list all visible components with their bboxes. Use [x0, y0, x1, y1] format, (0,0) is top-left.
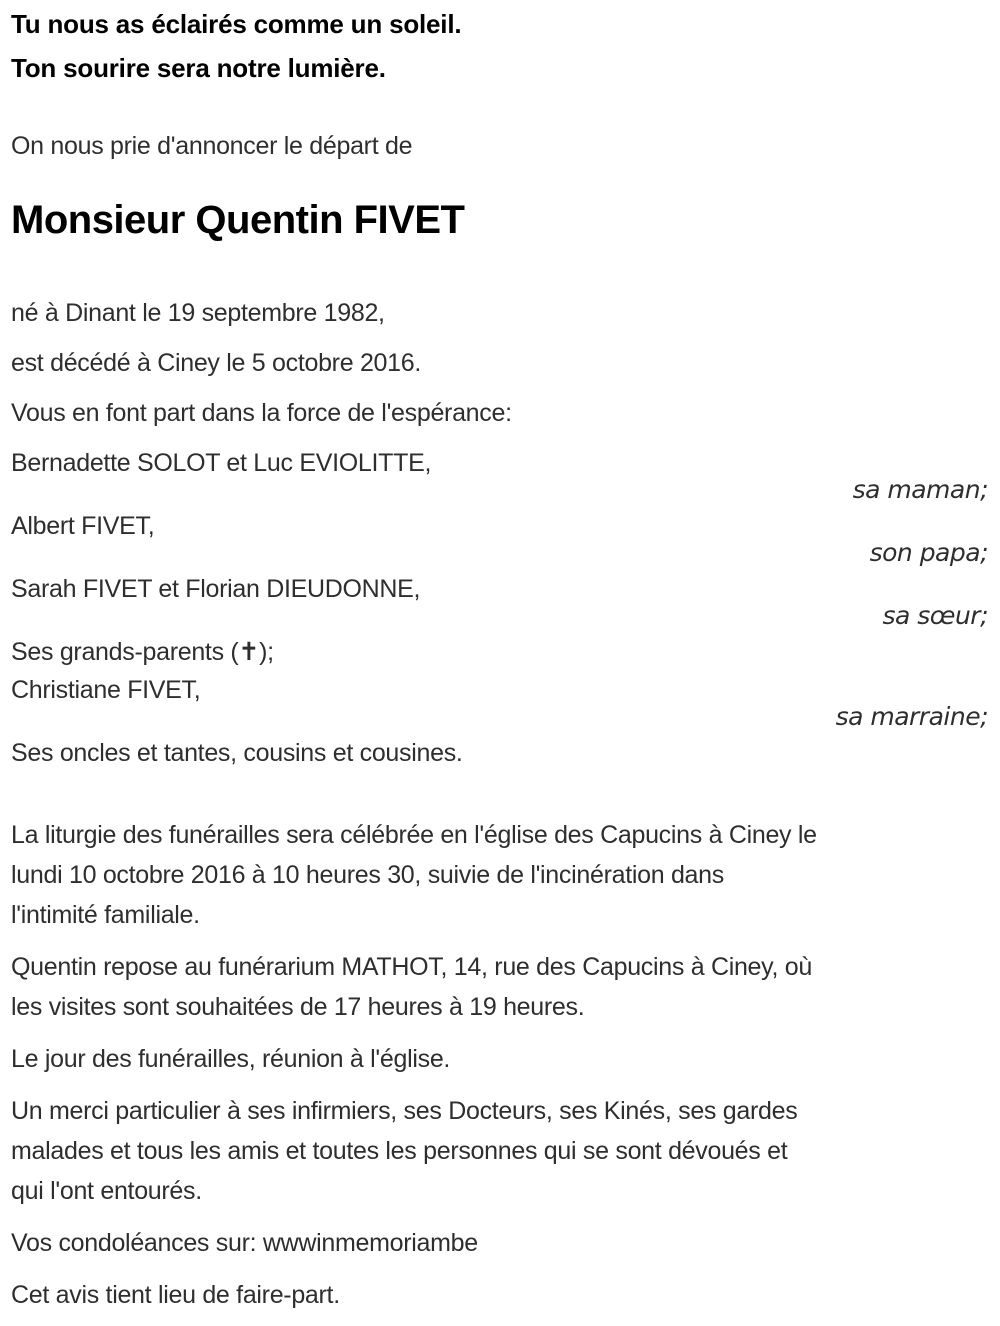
announcement-line: Vous en font part dans la force de l'espérance:	[11, 399, 512, 427]
family-member-name: Ses oncles et tantes, cousins et cousines.	[11, 739, 463, 767]
paragraph-line: lundi 10 octobre 2016 à 10 heures 30, suivie de l'incinération dans	[11, 861, 724, 889]
repose-paragraph	[11, 947, 988, 1027]
family-member-relation: sa marraine;	[835, 702, 988, 731]
family-member-relation: son papa;	[869, 538, 988, 567]
family-member-name: Ses grands-parents (✝);	[11, 638, 274, 666]
family-member-relation: sa sœur;	[882, 601, 988, 630]
closing-paragraph	[11, 1275, 988, 1315]
intro-line: On nous prie d'annoncer le départ de	[11, 132, 413, 160]
thanks-paragraph	[11, 1091, 988, 1211]
epitaph-line-1: Tu nous as éclairés comme un soleil.	[11, 9, 462, 39]
family-entry	[11, 573, 988, 632]
paragraph-line: Un merci particulier à ses infirmiers, ses Docteurs, ses Kinés, ses gardes	[11, 1097, 798, 1125]
epitaph	[11, 4, 988, 88]
family-member-relation: sa maman;	[852, 475, 988, 504]
family-entry	[11, 510, 988, 569]
family-entry	[11, 447, 988, 506]
condolences-line: Vos condoléances sur: wwwinmemoriambe	[11, 1229, 478, 1257]
family-entry	[11, 636, 988, 668]
paragraph-line: Le jour des funérailles, réunion à l'église.	[11, 1045, 451, 1073]
paragraph-line: malades et tous les amis et toutes les personnes qui se sont dévoués et	[11, 1137, 788, 1165]
paragraph-line: les visites sont souhaitées de 17 heures à 19 heures.	[11, 993, 585, 1021]
paragraph-line: qui l'ont entourés.	[11, 1177, 202, 1205]
epitaph-line-2: Ton sourire sera notre lumière.	[11, 53, 386, 83]
birth-line: né à Dinant le 19 septembre 1982,	[11, 299, 385, 327]
paragraph-line: Quentin repose au funérarium MATHOT, 14, rue des Capucins à Ciney, où	[11, 953, 813, 981]
condolences-paragraph	[11, 1223, 988, 1263]
paragraph-line: La liturgie des funérailles sera célébrée en l'église des Capucins à Ciney le	[11, 821, 817, 849]
family-member-name: Christiane FIVET,	[11, 676, 201, 704]
family-member-name: Albert FIVET,	[11, 512, 155, 540]
liturgy-paragraph	[11, 815, 988, 935]
reunion-paragraph	[11, 1039, 988, 1079]
family-entry	[11, 674, 988, 733]
family-list	[11, 447, 988, 769]
closing-line: Cet avis tient lieu de faire-part.	[11, 1281, 340, 1309]
ceremony-details	[11, 815, 988, 1315]
paragraph-line: l'intimité familiale.	[11, 901, 200, 929]
death-line: est décédé à Ciney le 5 octobre 2016.	[11, 349, 422, 377]
family-member-name: Bernadette SOLOT et Luc EVIOLITTE,	[11, 449, 432, 477]
family-member-name: Sarah FIVET et Florian DIEUDONNE,	[11, 575, 421, 603]
family-entry	[11, 737, 988, 769]
deceased-name: Monsieur Quentin FIVET	[11, 198, 465, 242]
